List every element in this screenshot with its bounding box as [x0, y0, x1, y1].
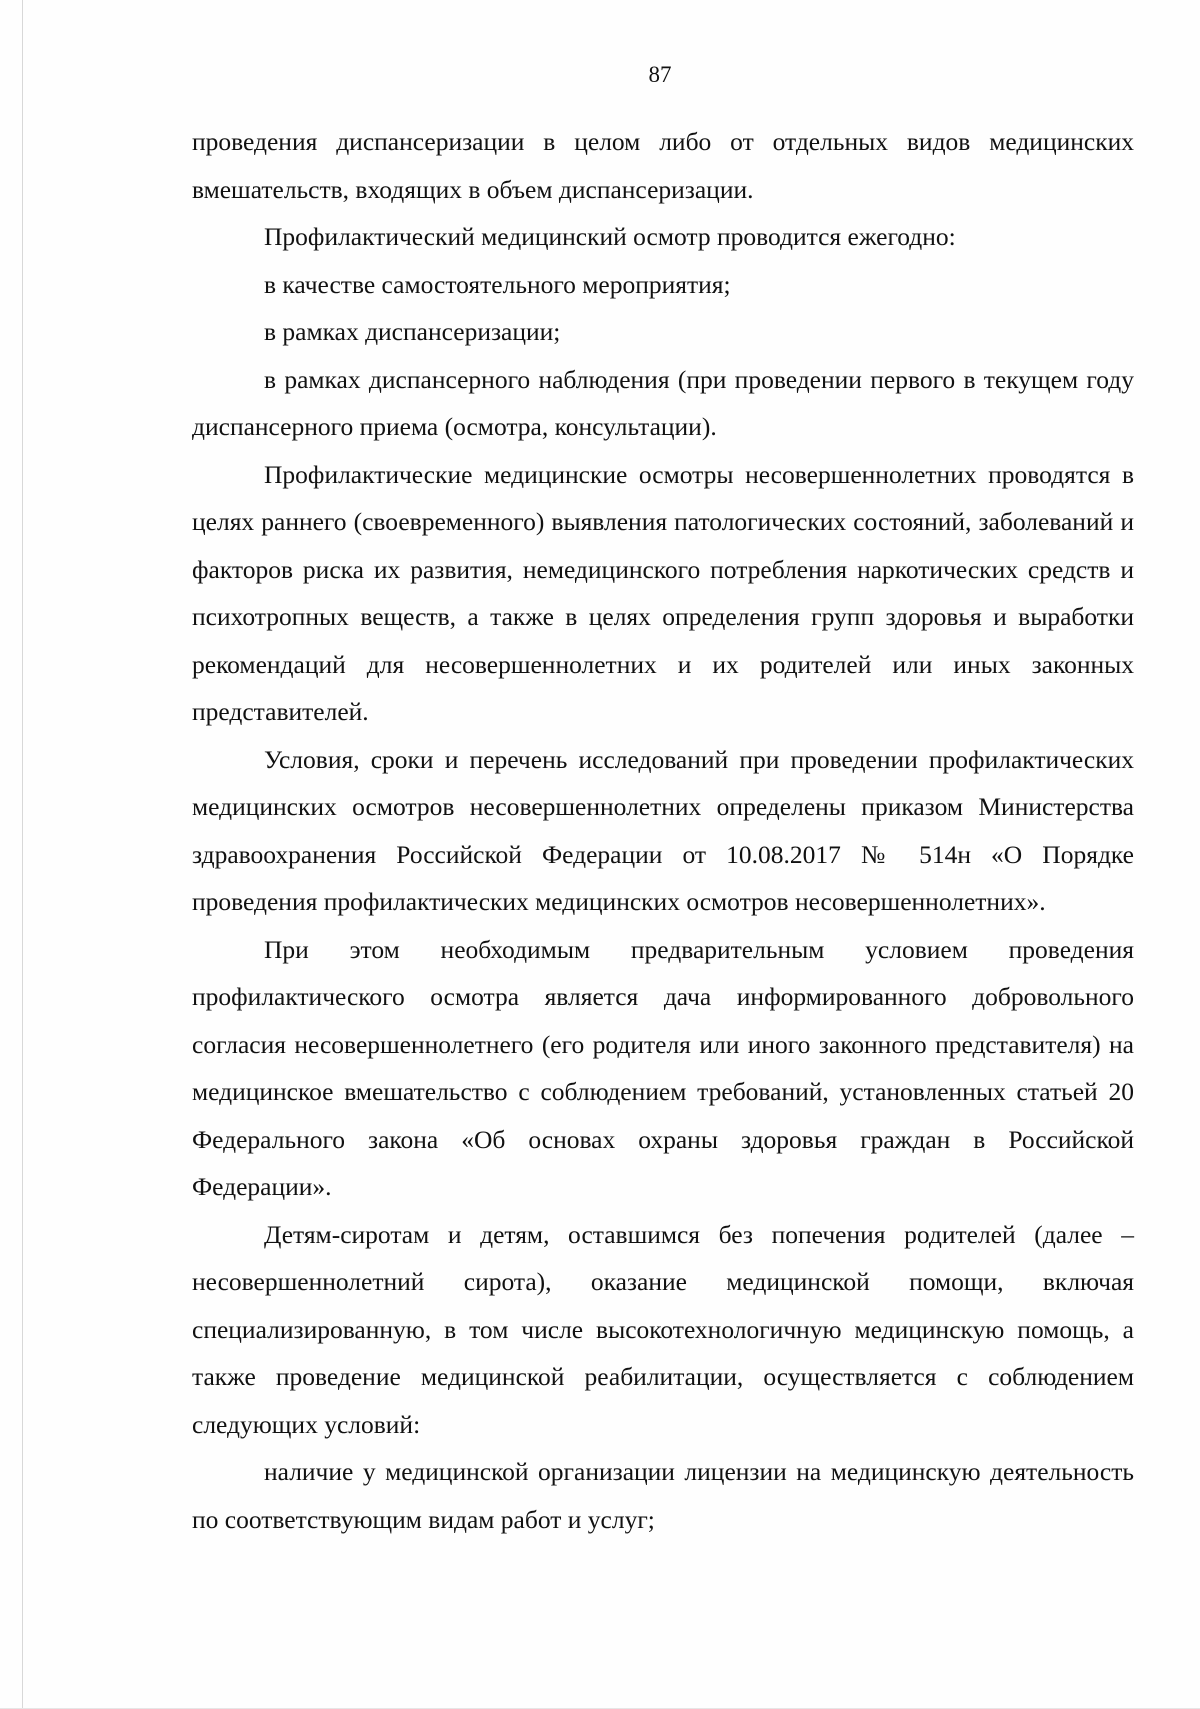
paragraph-informed-consent: При этом необходимым предварительным условием проведения профилактического осмотра является дача информированного добровольного согласия несовершеннолетнего (его родителя или иного законного представителя) на медицинское вмешательство с соблюдением требований, установленных статьей 20 Федерального закона «Об основах охраны здоровья граждан в Российской Федерации».: [192, 934, 1134, 1201]
paragraph-exam-frequency: Профилактический медицинский осмотр проводится ежегодно:: [264, 222, 956, 251]
paragraph-continuation: проведения диспансеризации в целом либо от отдельных видов медицинских вмешательств, входящих в объем диспансеризации.: [192, 127, 1134, 204]
paragraph-orphans-care: Детям-сиротам и детям, оставшимся без попечения родителей (далее – несовершеннолетний сирота), оказание медицинской помощи, включая специализированную, в том числе высокотехнологичную медицинскую помощь, а также проведение медицинской реабилитации, осуществляется с соблюдением следующих условий:: [192, 1219, 1134, 1439]
page-number: 87: [648, 62, 672, 87]
list-item-license: наличие у медицинской организации лицензии на медицинскую деятельность по соответствующим видам работ и услуг;: [192, 1457, 1134, 1534]
list-item-within-dispensarization: в рамках диспансеризации;: [264, 317, 561, 346]
paragraph-conditions-terms: Условия, сроки и перечень исследований при проведении профилактических медицинских осмотров несовершеннолетних определены приказом Министерства здравоохранения Российской Федерации от 10.08.2017 № 514н «О Порядке проведения профилактических медицинских осмотров несовершеннолетних».: [192, 744, 1134, 916]
list-item-dispensary-observation: в рамках диспансерного наблюдения (при проведении первого в текущем году диспансерного приема (осмотра, консультации).: [192, 364, 1134, 441]
scan-edge-line: [22, 0, 23, 1709]
list-item-standalone: в качестве самостоятельного мероприятия;: [264, 269, 731, 299]
paragraph-minors-exams: Профилактические медицинские осмотры несовершеннолетних проводятся в целях раннего (своевременного) выявления патологических состояний, заболеваний и факторов риска их развития, немедицинского потребления наркотических средств и психотропных веществ, а также в целях определения групп здоровья и выработки рекомендаций для несовершеннолетних и их родителей или иных законных представителей.: [192, 459, 1134, 726]
document-body: [192, 118, 1134, 1543]
